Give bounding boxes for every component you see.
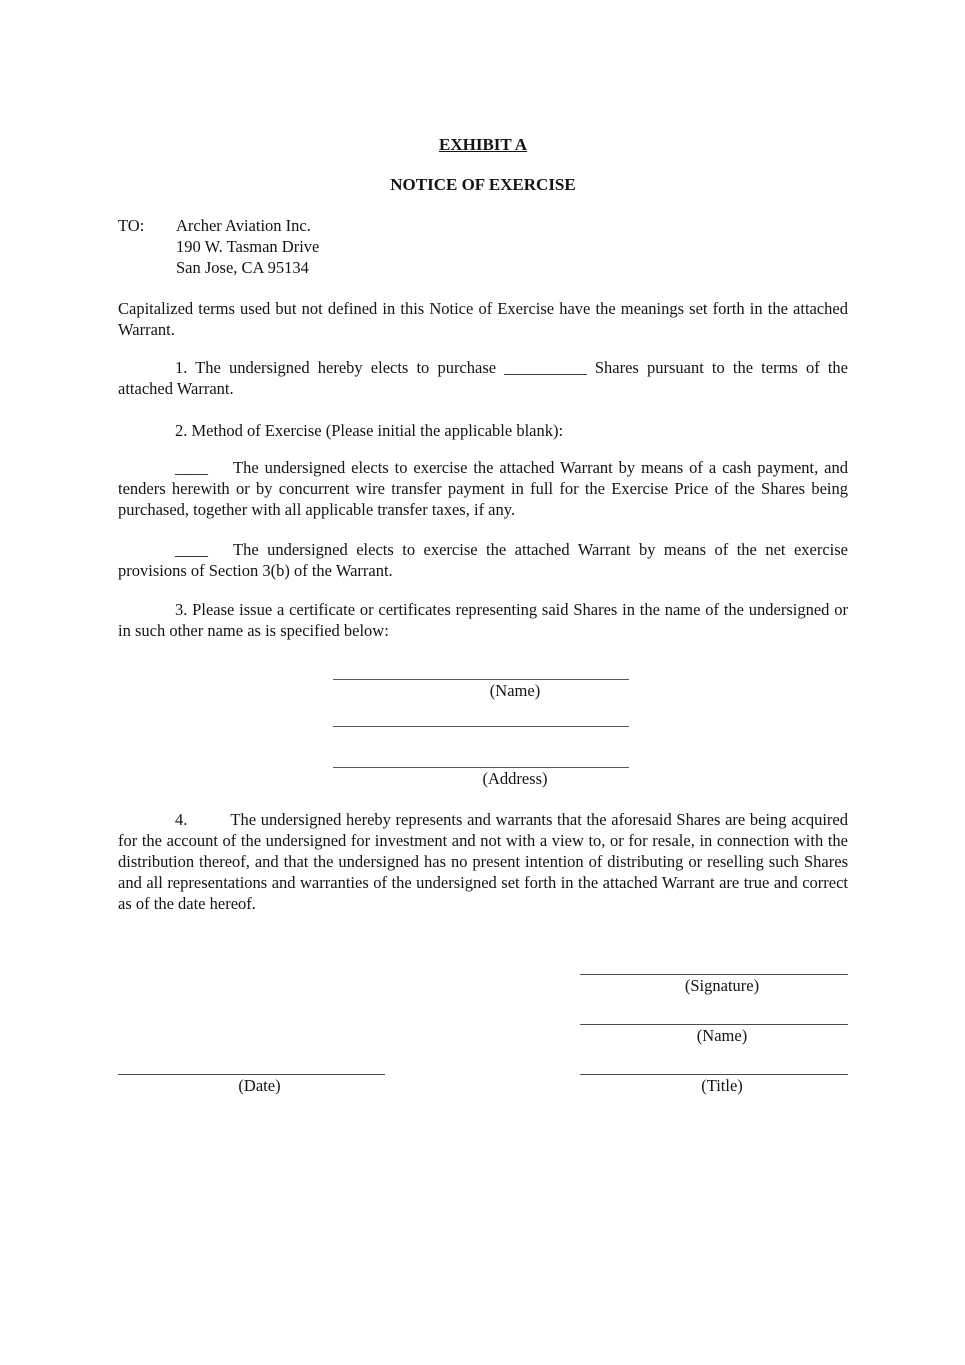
notice-title: NOTICE OF EXERCISE (390, 175, 576, 194)
cash-exercise-option (118, 457, 848, 520)
item3-paragraph: 3. Please issue a certificate or certificates representing said Shares in the name of the undersigned or in such other name as is specified below: (118, 600, 848, 640)
cash-initial-blank: ____ (175, 458, 208, 477)
recipient-block (118, 215, 848, 278)
cash-exercise-text: The undersigned elects to exercise the attached Warrant by means of a cash payment, and tenders herewith or by concurrent wire transfer payment in full for the Exercise Price of the Shares being purchased, together with all applicable transfer taxes, if any. (118, 458, 848, 519)
item2-heading: 2. Method of Exercise (Please initial the applicable blank): (175, 421, 564, 440)
signature-column (580, 974, 848, 1096)
net-exercise-option (118, 539, 848, 581)
exhibit-title: EXHIBIT A (438, 135, 528, 154)
recipient-address-line1: 190 W. Tasman Drive (176, 237, 320, 256)
net-exercise-text: The undersigned elects to exercise the attached Warrant by means of the net exercise provisions of Section 3(b) of the Warrant. (118, 540, 848, 580)
net-initial-blank: ____ (175, 540, 208, 559)
item4-paragraph (118, 809, 848, 914)
signee-name-label: (Name) (696, 1026, 748, 1045)
name-address-block (333, 679, 629, 789)
item1-paragraph (118, 357, 848, 399)
signee-title-label: (Title) (701, 1076, 743, 1095)
signature-section (118, 974, 848, 1096)
item1-text-after: Shares pursuant to the terms of the attached Warrant. (118, 358, 849, 398)
recipient-company: Archer Aviation Inc. (176, 216, 311, 235)
name-fill-label: (Name) (489, 681, 541, 700)
to-label: TO: (118, 216, 145, 235)
recipient-address-line2: San Jose, CA 95134 (176, 258, 309, 277)
intro-paragraph: Capitalized terms used but not defined in this Notice of Exercise have the meanings set forth in the attached Warrant. (118, 299, 848, 339)
address-fill-label: (Address) (482, 769, 548, 788)
date-label: (Date) (238, 1076, 281, 1095)
shares-quantity-blank: __________ (504, 358, 587, 377)
item4-text: The undersigned hereby represents and warrants that the aforesaid Shares are being acquired for the account of the undersigned for investment and not with a view to, or for resale, in connection with the distribution thereof, and that the undersigned has no present intention of distributing or reselling such Shares and all representations and warranties of the undersigned set forth in the attached Warrant are true and correct as of the date hereof. (118, 810, 848, 913)
address-fill-line-1 (333, 726, 629, 727)
signature-label: (Signature) (684, 976, 760, 995)
recipient-address (176, 215, 319, 278)
date-column (118, 1074, 385, 1096)
item4-number: 4. (175, 810, 188, 829)
item1-text-before: 1. The undersigned hereby elects to purchase (175, 358, 497, 377)
